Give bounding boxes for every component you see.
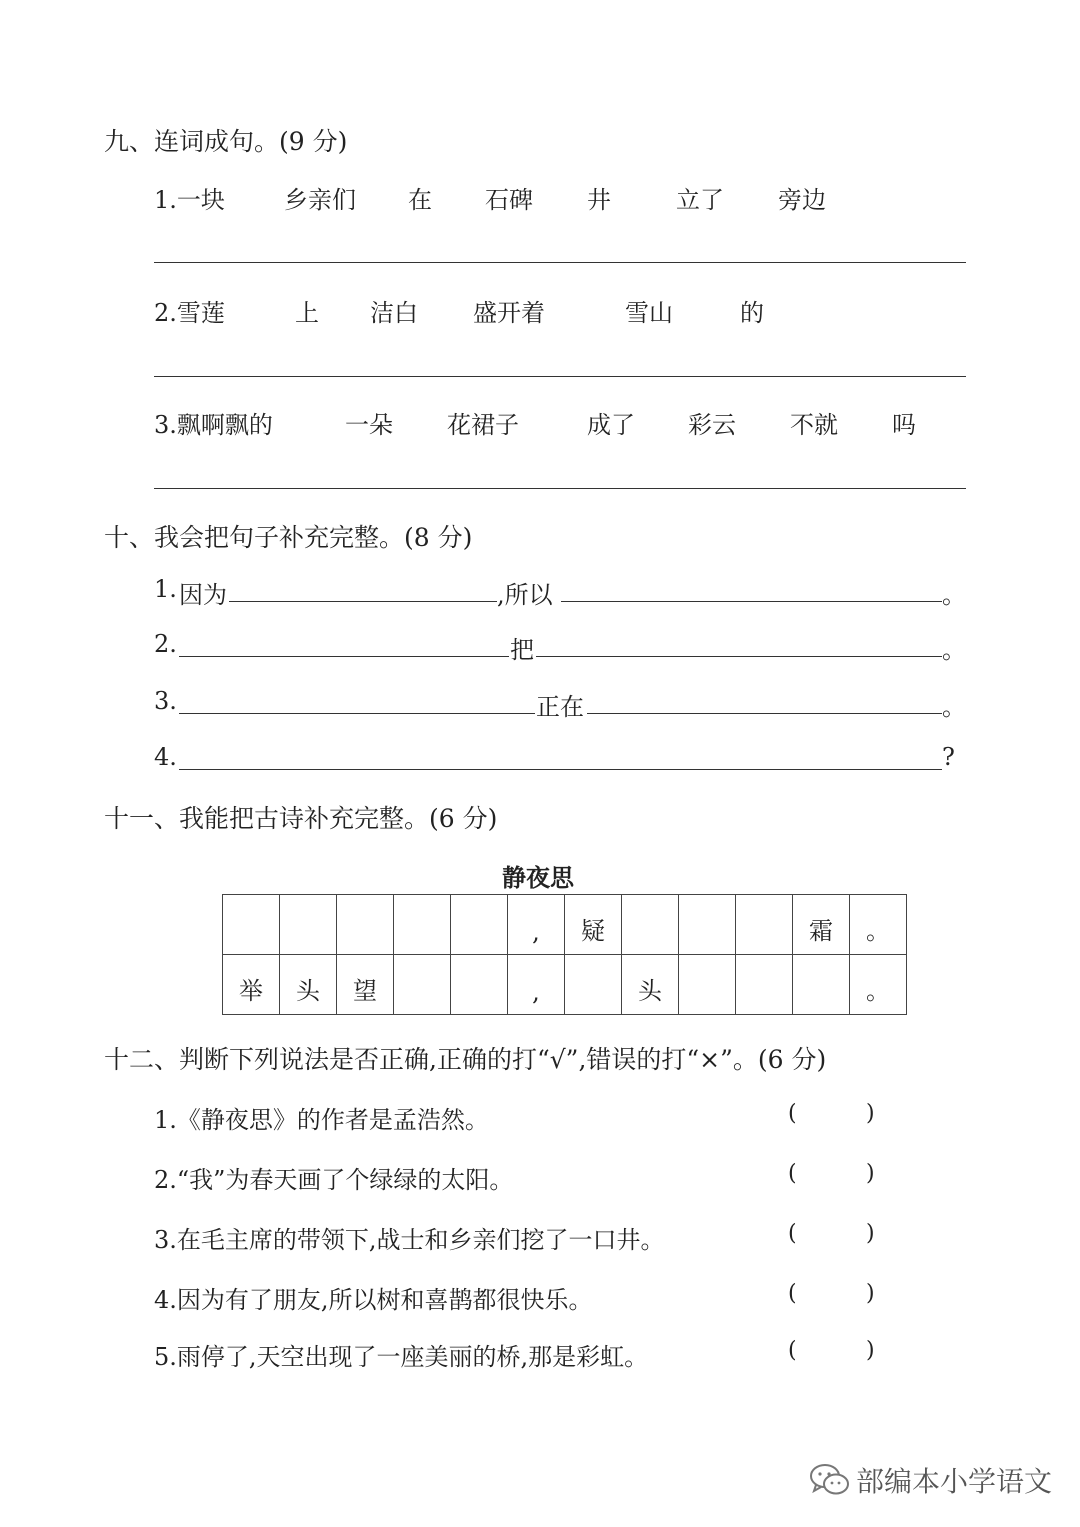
poem-cell[interactable] — [280, 895, 337, 955]
word-3-3: 花裙子 — [447, 411, 519, 439]
word-3-7: 吗 — [892, 411, 916, 439]
word-3-2: 一朵 — [345, 411, 393, 439]
judge-item-3: 3.在毛主席的带领下,战士和乡亲们挖了一口井。 — [154, 1226, 665, 1254]
word-3-6: 不就 — [790, 411, 838, 439]
poem-cell[interactable] — [736, 955, 793, 1015]
section10-title: 十、我会把句子补充完整。(8 分) — [104, 523, 473, 552]
section9-title: 九、连词成句。(9 分) — [104, 127, 348, 156]
word-2-5: 雪山 — [625, 299, 673, 327]
s3-word1: 正在 — [536, 693, 584, 721]
word-2-1: 2.雪莲 — [154, 299, 225, 327]
poem-cell[interactable] — [679, 955, 736, 1015]
word-2-3: 洁白 — [370, 299, 418, 327]
answer-line-3[interactable] — [154, 488, 966, 489]
judge-paren-left[interactable]: ( — [788, 1338, 797, 1363]
poem-cell[interactable] — [394, 955, 451, 1015]
poem-cell: 头 — [280, 955, 337, 1015]
poem-cell[interactable] — [394, 895, 451, 955]
word-3-4: 成了 — [587, 411, 635, 439]
s3-blank1[interactable] — [179, 713, 535, 714]
judge-paren-right[interactable]: ) — [866, 1338, 875, 1363]
judge-paren-right[interactable]: ) — [866, 1221, 875, 1246]
poem-cell[interactable] — [736, 895, 793, 955]
word-1-5: 井 — [587, 186, 611, 214]
answer-line-1[interactable] — [154, 262, 966, 263]
word-2-6: 的 — [740, 299, 764, 327]
poem-grid — [222, 894, 907, 1015]
poem-row — [223, 895, 907, 955]
word-3-5: 彩云 — [688, 411, 736, 439]
section12-title: 十二、判断下列说法是否正确,正确的打“√”,错误的打“×”。(6 分) — [104, 1045, 827, 1074]
s3-blank2[interactable] — [587, 713, 942, 714]
watermark-text: 部编本小学语文 — [856, 1465, 1053, 1498]
poem-cell: 头 — [622, 955, 679, 1015]
poem-cell[interactable] — [451, 895, 508, 955]
poem-cell: 。 — [850, 955, 907, 1015]
poem-cell: 。 — [850, 895, 907, 955]
s1-end: 。 — [942, 581, 966, 609]
poem-cell[interactable] — [223, 895, 280, 955]
s4-end: ? — [942, 743, 955, 771]
judge-item-1: 1.《静夜思》的作者是孟浩然。 — [154, 1106, 489, 1134]
poem-cell[interactable] — [337, 895, 394, 955]
s2-blank1[interactable] — [179, 656, 509, 657]
poem-cell[interactable] — [622, 895, 679, 955]
judge-item-2: 2.“我”为春天画了个绿绿的太阳。 — [154, 1166, 514, 1194]
judge-paren-right[interactable]: ) — [866, 1161, 875, 1186]
word-1-1: 1.一块 — [154, 186, 225, 214]
wechat-icon — [808, 1460, 852, 1504]
s2-num: 2. — [154, 630, 177, 658]
poem-title: 静夜思 — [502, 863, 574, 892]
s1-word1: 因为 — [179, 581, 227, 609]
word-1-7: 旁边 — [778, 186, 826, 214]
s1-blank2[interactable] — [561, 601, 942, 602]
s2-blank2[interactable] — [536, 656, 942, 657]
poem-cell: , — [508, 895, 565, 955]
s1-blank1[interactable] — [229, 601, 497, 602]
judge-item-4: 4.因为有了朋友,所以树和喜鹊都很快乐。 — [154, 1286, 593, 1314]
poem-cell[interactable] — [679, 895, 736, 955]
section11-title: 十一、我能把古诗补充完整。(6 分) — [104, 804, 498, 833]
poem-cell[interactable] — [451, 955, 508, 1015]
word-2-4: 盛开着 — [473, 299, 545, 327]
poem-cell: 举 — [223, 955, 280, 1015]
poem-cell[interactable] — [565, 955, 622, 1015]
judge-paren-left[interactable]: ( — [788, 1101, 797, 1126]
s2-word1: 把 — [510, 636, 534, 664]
word-2-2: 上 — [295, 299, 319, 327]
answer-line-2[interactable] — [154, 376, 966, 377]
judge-paren-right[interactable]: ) — [866, 1281, 875, 1306]
s4-blank1[interactable] — [179, 769, 942, 770]
judge-paren-left[interactable]: ( — [788, 1281, 797, 1306]
poem-row — [223, 955, 907, 1015]
poem-cell: 疑 — [565, 895, 622, 955]
word-3-1: 3.飘啊飘的 — [154, 411, 273, 439]
word-1-4: 石碑 — [485, 186, 533, 214]
poem-cell: 霜 — [793, 895, 850, 955]
s3-num: 3. — [154, 687, 177, 715]
poem-cell: 望 — [337, 955, 394, 1015]
s1-num: 1. — [154, 575, 177, 603]
word-1-2: 乡亲们 — [284, 186, 356, 214]
poem-cell[interactable] — [793, 955, 850, 1015]
judge-paren-left[interactable]: ( — [788, 1161, 797, 1186]
s2-end: 。 — [942, 636, 966, 664]
poem-cell: , — [508, 955, 565, 1015]
word-1-3: 在 — [408, 186, 432, 214]
s4-num: 4. — [154, 743, 177, 771]
judge-paren-right[interactable]: ) — [866, 1101, 875, 1126]
word-1-6: 立了 — [676, 186, 724, 214]
s1-word2: ,所以 — [497, 581, 553, 609]
s3-end: 。 — [942, 693, 966, 721]
judge-paren-left[interactable]: ( — [788, 1221, 797, 1246]
judge-item-5: 5.雨停了,天空出现了一座美丽的桥,那是彩虹。 — [154, 1343, 649, 1371]
